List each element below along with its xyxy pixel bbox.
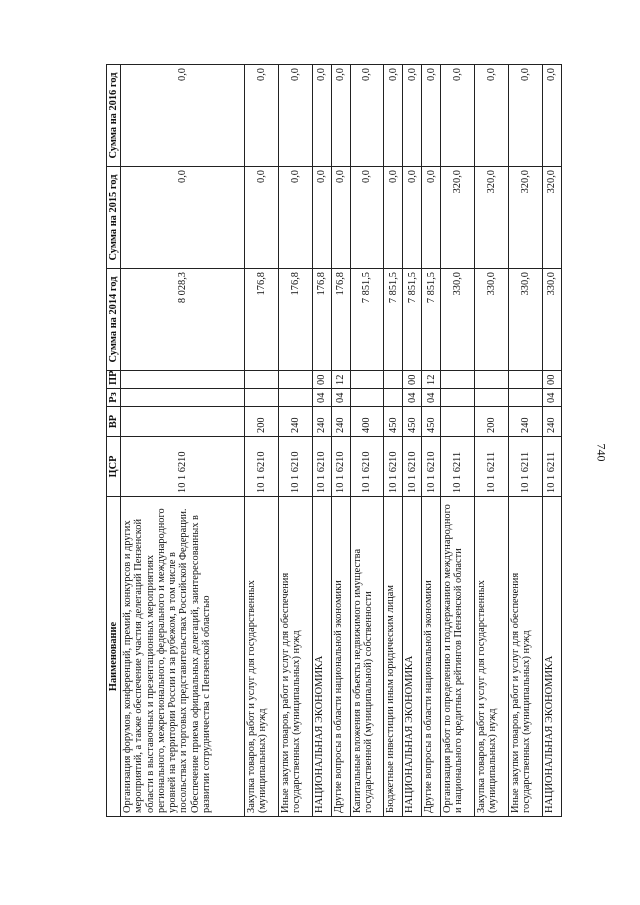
row-sum-2016-cell: 0,0: [441, 65, 475, 167]
row-rz-cell: 04: [331, 389, 350, 407]
row-sum-2014-cell: 8 028,3: [121, 269, 245, 371]
header-vr: ВР: [107, 407, 121, 437]
row-sum-2015-cell: 0,0: [312, 167, 331, 269]
row-name-cell: Закупка товаров, работ и услуг для государственных (муниципальных) нужд: [244, 497, 278, 817]
table-row: [542, 65, 561, 817]
row-sum-2015-cell: 320,0: [542, 167, 561, 269]
row-rz-cell: [350, 389, 384, 407]
table-row: [278, 65, 312, 817]
row-name-cell: НАЦИОНАЛЬНАЯ ЭКОНОМИКА: [542, 497, 561, 817]
table-row: [475, 65, 509, 817]
row-sum-2015-cell: 320,0: [441, 167, 475, 269]
row-sum-2015-cell: 0,0: [350, 167, 384, 269]
row-rz-cell: [244, 389, 278, 407]
row-rz-cell: 04: [312, 389, 331, 407]
row-sum-2016-cell: 0,0: [509, 65, 543, 167]
row-pr-cell: [244, 371, 278, 389]
row-rz-cell: [121, 389, 245, 407]
row-sum-2015-cell: 0,0: [422, 167, 441, 269]
row-vr-cell: 450: [384, 407, 403, 437]
row-sum-2016-cell: 0,0: [331, 65, 350, 167]
rotated-table-container: [106, 65, 562, 817]
table-row: [403, 65, 422, 817]
table-row: [121, 65, 245, 817]
row-csr-cell: 10 1 6211: [475, 437, 509, 497]
row-rz-cell: [509, 389, 543, 407]
row-name-cell: Организация форумов, конференций, премий, конкурсов и других мероприятий, а также обеспечение участия делегаций Пензенской области в выставочных и презентационных мероприятиях регионального, межрегионального, федерального и международного уровней на территории России и за рубежом, в том числе в посольствах и торговых представительствах Российской Федерации. Обеспечение приема официальных делегаций, заинтересованных в развитии сотрудничества с Пензенской областью: [121, 497, 245, 817]
row-sum-2014-cell: 7 851,5: [350, 269, 384, 371]
row-vr-cell: 240: [331, 407, 350, 437]
table-row: [331, 65, 350, 817]
row-sum-2014-cell: 176,8: [278, 269, 312, 371]
row-rz-cell: [475, 389, 509, 407]
header-rz: Рз: [107, 389, 121, 407]
row-sum-2015-cell: 0,0: [121, 167, 245, 269]
row-name-cell: НАЦИОНАЛЬНАЯ ЭКОНОМИКА: [312, 497, 331, 817]
row-rz-cell: [384, 389, 403, 407]
row-csr-cell: 10 1 6210: [384, 437, 403, 497]
row-csr-cell: 10 1 6210: [121, 437, 245, 497]
row-sum-2016-cell: 0,0: [542, 65, 561, 167]
row-sum-2014-cell: 330,0: [509, 269, 543, 371]
table-row: [350, 65, 384, 817]
row-pr-cell: 12: [422, 371, 441, 389]
row-sum-2016-cell: 0,0: [384, 65, 403, 167]
row-sum-2014-cell: 7 851,5: [403, 269, 422, 371]
row-sum-2015-cell: 320,0: [475, 167, 509, 269]
row-csr-cell: 10 1 6210: [312, 437, 331, 497]
row-name-cell: Организация работ по определению и поддержанию международного и национального кредитных рейтингов Пензенской области: [441, 497, 475, 817]
row-vr-cell: 240: [542, 407, 561, 437]
row-vr-cell: 450: [403, 407, 422, 437]
header-sum-2016: Сумма на 2016 год: [107, 65, 121, 167]
row-csr-cell: 10 1 6210: [244, 437, 278, 497]
row-csr-cell: 10 1 6210: [331, 437, 350, 497]
row-sum-2015-cell: 0,0: [331, 167, 350, 269]
row-pr-cell: 00: [403, 371, 422, 389]
table-row: [422, 65, 441, 817]
row-vr-cell: 240: [278, 407, 312, 437]
row-pr-cell: [121, 371, 245, 389]
row-pr-cell: [441, 371, 475, 389]
row-sum-2014-cell: 176,8: [331, 269, 350, 371]
row-vr-cell: 400: [350, 407, 384, 437]
row-pr-cell: [475, 371, 509, 389]
header-csr: ЦСР: [107, 437, 121, 497]
row-vr-cell: 240: [312, 407, 331, 437]
row-vr-cell: [441, 407, 475, 437]
row-sum-2014-cell: 330,0: [542, 269, 561, 371]
row-csr-cell: 10 1 6210: [350, 437, 384, 497]
row-sum-2014-cell: 7 851,5: [384, 269, 403, 371]
row-rz-cell: 04: [403, 389, 422, 407]
table-row: [384, 65, 403, 817]
row-pr-cell: 12: [331, 371, 350, 389]
row-pr-cell: [509, 371, 543, 389]
row-rz-cell: [441, 389, 475, 407]
row-pr-cell: [384, 371, 403, 389]
row-sum-2016-cell: 0,0: [121, 65, 245, 167]
row-name-cell: Другие вопросы в области национальной экономики: [422, 497, 441, 817]
row-vr-cell: [121, 407, 245, 437]
row-name-cell: Иные закупки товаров, работ и услуг для обеспечения государственных (муниципальных) нужд: [278, 497, 312, 817]
row-csr-cell: 10 1 6210: [403, 437, 422, 497]
row-rz-cell: 04: [422, 389, 441, 407]
row-rz-cell: [278, 389, 312, 407]
row-sum-2016-cell: 0,0: [403, 65, 422, 167]
row-sum-2016-cell: 0,0: [278, 65, 312, 167]
header-sum-2015: Сумма на 2015 год: [107, 167, 121, 269]
row-pr-cell: [350, 371, 384, 389]
row-sum-2014-cell: 330,0: [441, 269, 475, 371]
row-rz-cell: 04: [542, 389, 561, 407]
table-header-row: [107, 65, 121, 817]
row-pr-cell: [278, 371, 312, 389]
header-name: Наименование: [107, 497, 121, 817]
row-sum-2014-cell: 176,8: [312, 269, 331, 371]
table-row: [509, 65, 543, 817]
row-sum-2016-cell: 0,0: [475, 65, 509, 167]
row-vr-cell: 240: [509, 407, 543, 437]
row-vr-cell: 200: [244, 407, 278, 437]
row-pr-cell: 00: [312, 371, 331, 389]
row-csr-cell: 10 1 6210: [422, 437, 441, 497]
row-vr-cell: 450: [422, 407, 441, 437]
row-name-cell: Закупка товаров, работ и услуг для государственных (муниципальных) нужд: [475, 497, 509, 817]
row-csr-cell: 10 1 6210: [278, 437, 312, 497]
row-sum-2014-cell: 330,0: [475, 269, 509, 371]
row-sum-2014-cell: 7 851,5: [422, 269, 441, 371]
row-csr-cell: 10 1 6211: [542, 437, 561, 497]
row-csr-cell: 10 1 6211: [509, 437, 543, 497]
header-sum-2014: Сумма на 2014 год: [107, 269, 121, 371]
page-number: 740: [594, 443, 609, 462]
row-sum-2016-cell: 0,0: [244, 65, 278, 167]
budget-table: [106, 64, 562, 817]
row-vr-cell: 200: [475, 407, 509, 437]
row-sum-2016-cell: 0,0: [350, 65, 384, 167]
row-sum-2015-cell: 0,0: [403, 167, 422, 269]
row-name-cell: Капитальные вложения в объекты недвижимого имущества государственной (муниципальной) собственности: [350, 497, 384, 817]
row-name-cell: Бюджетные инвестиции иным юридическим лицам: [384, 497, 403, 817]
row-name-cell: Иные закупки товаров, работ и услуг для обеспечения государственных (муниципальных) нужд: [509, 497, 543, 817]
table-row: [244, 65, 278, 817]
table-row: [441, 65, 475, 817]
table-body: [121, 65, 562, 817]
row-name-cell: НАЦИОНАЛЬНАЯ ЭКОНОМИКА: [403, 497, 422, 817]
row-sum-2014-cell: 176,8: [244, 269, 278, 371]
row-csr-cell: 10 1 6211: [441, 437, 475, 497]
row-sum-2015-cell: 0,0: [278, 167, 312, 269]
header-pr: ПР: [107, 371, 121, 389]
row-pr-cell: 00: [542, 371, 561, 389]
row-name-cell: Другие вопросы в области национальной экономики: [331, 497, 350, 817]
row-sum-2016-cell: 0,0: [422, 65, 441, 167]
row-sum-2016-cell: 0,0: [312, 65, 331, 167]
row-sum-2015-cell: 0,0: [244, 167, 278, 269]
row-sum-2015-cell: 0,0: [384, 167, 403, 269]
table-row: [312, 65, 331, 817]
row-sum-2015-cell: 320,0: [509, 167, 543, 269]
